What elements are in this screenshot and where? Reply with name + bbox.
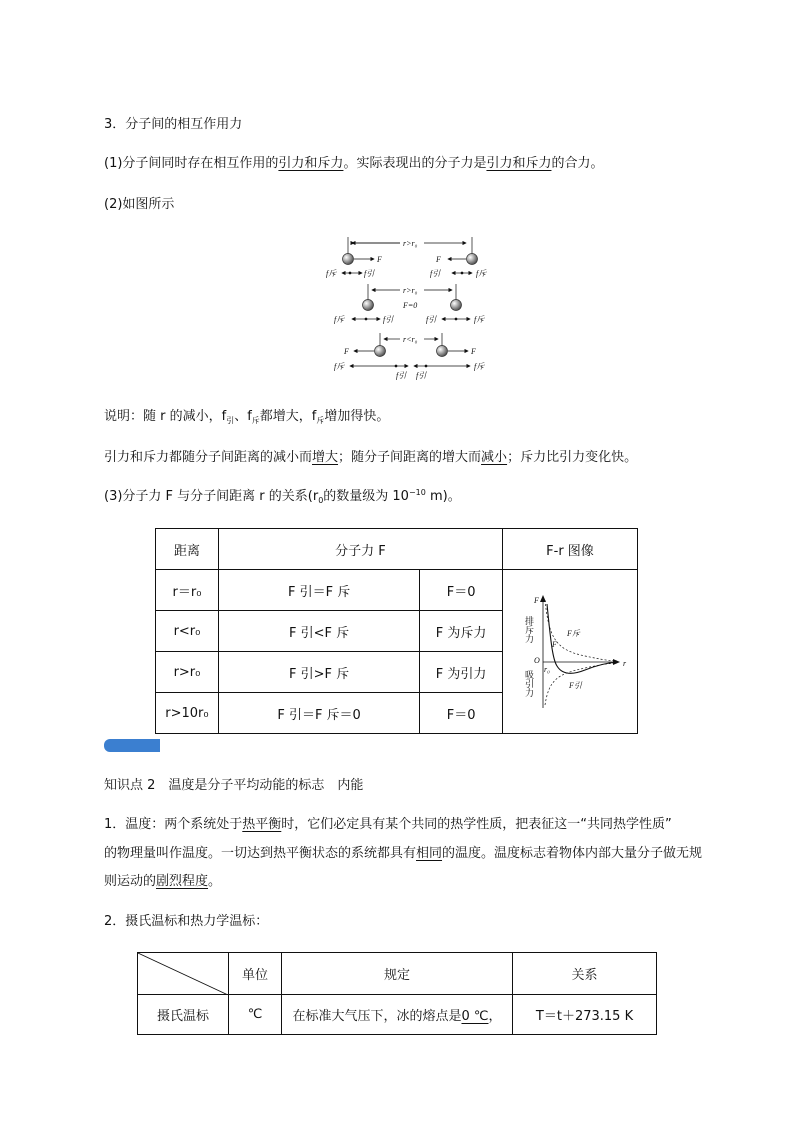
force-table — [155, 528, 638, 734]
p1-text: 的合力。 — [551, 156, 604, 171]
p3-underline: 减小 — [481, 450, 508, 465]
temp-line-3 — [104, 873, 221, 891]
graph-attract: 吸引力 — [523, 669, 534, 697]
molecule-force-diagram — [320, 232, 505, 382]
curve-net-force — [547, 604, 617, 673]
row1-fchi-right: f斥 — [476, 269, 487, 278]
note-sub-chi: 斥 — [316, 416, 325, 425]
table-cell: F＝0 — [420, 693, 503, 734]
p1-text: (1)分子间同时存在相互作用的 — [104, 156, 279, 171]
paragraph-3 — [104, 449, 637, 467]
note-text: 说明：随 r 的减小，f — [104, 409, 227, 424]
row3-fyin-left: f引 — [396, 371, 407, 380]
p1-underline: 引力和斥力 — [486, 156, 552, 171]
p4-text: (3)分子力 F 与分子间距离 r 的关系(r — [104, 489, 319, 504]
note-line — [104, 408, 389, 427]
row3-F-right: F — [471, 347, 476, 356]
temp-line-2 — [104, 845, 702, 863]
p3-text: ；斥力比引力变化快。 — [507, 450, 638, 465]
row1-label: r>r₀ — [403, 239, 418, 248]
table-cell: F 引<F 斥 — [218, 611, 419, 652]
section-tag-bar — [104, 739, 160, 752]
rule-text: ， — [488, 1009, 502, 1024]
table-cell: F 引＝F 斥 — [218, 570, 419, 611]
row2-fchi-left: f斥 — [334, 315, 345, 324]
th-rule: 规定 — [282, 953, 513, 995]
graph-r0: r₀ — [543, 664, 550, 674]
graph-fchi: F斥 — [566, 628, 580, 638]
table-cell: r<r₀ — [156, 611, 219, 652]
p3-text: 引力和斥力都随分子间距离的减小而 — [104, 450, 313, 465]
celsius-relation: T＝t＋273.15 K — [513, 995, 657, 1035]
graph-cell — [502, 570, 637, 734]
k2-text: 的温度。温度标志着物体内部大量分子做无规 — [442, 846, 703, 861]
paragraph-4 — [104, 488, 461, 507]
p1-underline: 引力和斥力 — [278, 156, 344, 171]
note-text: 增加得快。 — [324, 409, 390, 424]
temp-scales-heading: 2．摄氏温标和热力学温标： — [104, 914, 269, 929]
note-text: 都增大，f — [259, 409, 317, 424]
row3-label: r<r₀ — [403, 335, 418, 344]
th-graph: F-r 图像 — [502, 529, 637, 570]
graph-repel: 排斥力 — [523, 615, 534, 643]
row3-fchi-right: f斥 — [474, 362, 485, 371]
table-cell: F＝0 — [420, 570, 503, 611]
rule-text: 在标准大气压下，冰的熔点是 — [292, 1009, 462, 1024]
note-sub-chi: 斥 — [251, 416, 260, 425]
k2-text: 的物理量叫作温度。一切达到热平衡状态的系统都具有 — [104, 846, 417, 861]
row3-F-left: F — [344, 347, 349, 356]
knowledge-point-title: 知识点 2 温度是分子平均动能的标志 内能 — [104, 778, 364, 793]
rule-underline: 0 ℃ — [461, 1009, 489, 1024]
table-cell: r>10r₀ — [156, 693, 219, 734]
table-cell: F 引＝F 斥＝0 — [218, 693, 419, 734]
note-text: 、f — [234, 409, 252, 424]
p4-text: m)。 — [425, 489, 461, 504]
graph-origin: O — [533, 655, 540, 665]
table-cell: F 引>F 斥 — [218, 652, 419, 693]
table-cell: F 为引力 — [420, 652, 503, 693]
row2-fyin-left: f引 — [383, 315, 394, 324]
row1-fyin-right: f引 — [430, 269, 441, 278]
row3-fchi-left: f斥 — [334, 362, 345, 371]
row2-f0: F=0 — [403, 301, 418, 310]
table-cell: r>r₀ — [156, 652, 219, 693]
diagonal-line — [138, 953, 228, 995]
section-heading: 3．分子间的相互作用力 — [104, 117, 243, 132]
p4-sub: 0 — [318, 496, 324, 505]
p1-text: 。实际表现出的分子力是 — [343, 156, 487, 171]
graph-y-axis: F — [533, 595, 539, 605]
celsius-name: 摄氏温标 — [138, 995, 229, 1035]
graph-fyin: F引 — [568, 680, 582, 690]
p4-sup: −10 — [408, 488, 426, 497]
p3-underline: 增大 — [312, 450, 339, 465]
k2-underline: 热平衡 — [242, 817, 282, 832]
k2-text: 则运动的 — [104, 874, 157, 889]
paragraph-2: (2)如图所示 — [104, 197, 175, 212]
row1-fyin-left: f引 — [364, 269, 375, 278]
f-r-graph — [505, 590, 635, 710]
th-unit: 单位 — [229, 953, 282, 995]
table-cell: F 为斥力 — [420, 611, 503, 652]
table-cell: r＝r₀ — [156, 570, 219, 611]
k2-underline: 相同 — [416, 846, 443, 861]
graph-x-axis: r — [622, 658, 627, 668]
paragraph-1 — [104, 155, 603, 173]
temp-line-1 — [104, 816, 672, 834]
celsius-rule — [282, 995, 513, 1035]
diag-header-cell — [138, 953, 229, 995]
celsius-unit: ℃ — [229, 995, 282, 1035]
row3-fyin-right: f引 — [416, 371, 427, 380]
row1-F-left: F — [436, 255, 441, 264]
k2-underline: 剧烈程度 — [156, 874, 209, 889]
curve-repulsion — [545, 600, 617, 661]
th-relation: 关系 — [513, 953, 657, 995]
row2-fyin-right: f引 — [426, 315, 437, 324]
note-sub-yin: 引 — [226, 416, 235, 425]
p4-text: 的数量级为 10 — [323, 489, 409, 504]
th-distance: 距离 — [156, 529, 219, 570]
p3-text: ；随分子间距离的增大而 — [338, 450, 482, 465]
graph-F: F — [551, 639, 557, 649]
row1-F-right: F — [377, 255, 382, 264]
k2-text: 1．温度：两个系统处于 — [104, 817, 243, 832]
k2-text: 时，它们必定具有某个共同的热学性质，把表征这一“共同热学性质” — [281, 817, 672, 832]
th-force: 分子力 F — [218, 529, 502, 570]
temp-table — [137, 952, 657, 1035]
row1-fchi-left: f斥 — [326, 269, 337, 278]
row2-label: r>r₀ — [403, 286, 418, 295]
row2-fchi-right: f斥 — [474, 315, 485, 324]
k2-text: 。 — [208, 874, 222, 889]
